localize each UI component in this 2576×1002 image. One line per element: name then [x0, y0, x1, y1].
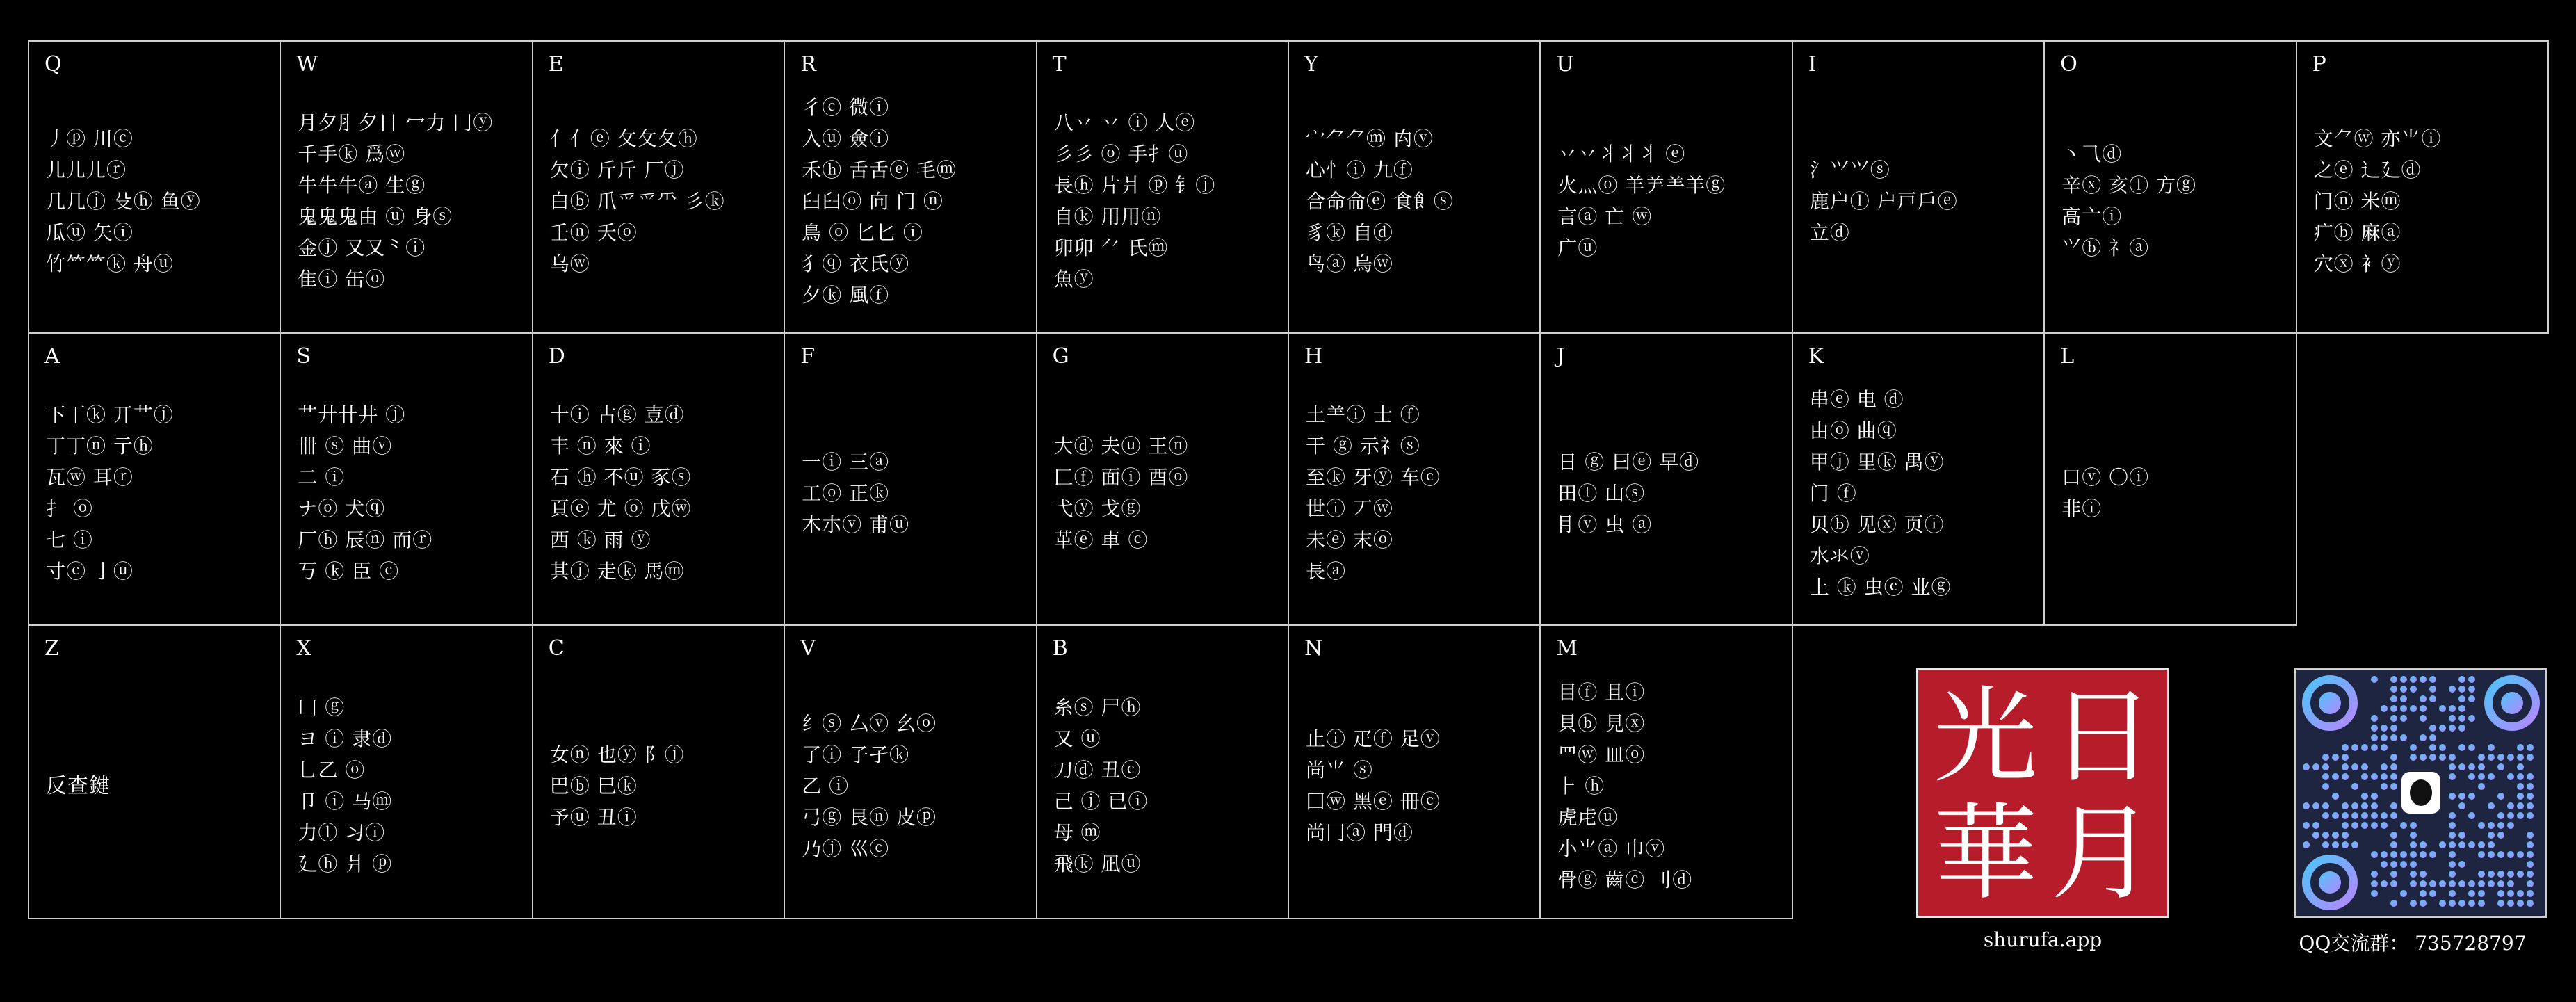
root-line: 串ⓔ 电 ⓓ: [1809, 387, 1904, 411]
root-line: 彡彡 ⓞ 手⺘ⓤ: [1053, 143, 1189, 165]
root-line: 未ⓔ 末ⓞ: [1306, 528, 1393, 551]
root-line: 七 ⓘ: [46, 528, 93, 551]
key-letter: P: [2312, 52, 2326, 76]
root-line: 木朩ⓥ 甫ⓤ: [802, 512, 910, 536]
root-line: 尚冂ⓐ 門ⓓ: [1306, 821, 1413, 844]
root-line: 火灬ⓞ 羊⺶⺷羊ⓖ: [1557, 174, 1726, 197]
key-letter: G: [1052, 344, 1069, 369]
key-cell-u: [1539, 40, 1792, 334]
root-line: 工ⓞ 正ⓚ: [802, 481, 890, 505]
root-line: 大ⓓ 夫ⓤ 王ⓝ: [1053, 435, 1189, 458]
root-line: 尚⺌ ⓢ: [1306, 759, 1373, 782]
root-line: 石 ⓗ 不ⓤ 豕ⓢ: [549, 466, 692, 489]
root-line: 糸ⓢ 尸ⓗ: [1053, 696, 1142, 719]
root-list: [1306, 626, 1532, 918]
qr-code-image: [2296, 670, 2545, 916]
root-line: 卌 ⓢ 曲ⓥ: [298, 435, 393, 458]
key-letter: J: [1556, 344, 1565, 369]
root-line: 乃ⓙ 巛ⓒ: [802, 837, 890, 860]
key-letter: Z: [44, 636, 59, 661]
root-line: 予ⓤ 丑ⓘ: [549, 805, 638, 829]
root-list: [1054, 42, 1281, 332]
qr-code: [2294, 668, 2547, 918]
app-logo: [1916, 668, 2169, 918]
root-line: 臼臼ⓞ 向 门 ⓝ: [802, 189, 943, 213]
root-line: 又 ⓤ: [1053, 727, 1101, 750]
key-letter: Q: [44, 52, 62, 76]
root-list: [1557, 626, 1784, 918]
root-line: 丂 ⓚ 臣 ⓒ: [298, 560, 400, 583]
root-line: 小⺌ⓐ 巾ⓥ: [1557, 837, 1666, 860]
root-line: 弓ⓖ 艮ⓝ 皮ⓟ: [802, 805, 937, 829]
key-letter: D: [548, 344, 565, 369]
root-line: 白ⓑ 爪爫爫⺥ 彡ⓚ: [549, 189, 725, 213]
root-line: 丁丁ⓝ 亍ⓗ: [46, 435, 154, 458]
root-line: 厂ⓗ 辰ⓝ 而ⓡ: [298, 528, 433, 551]
key-letter: O: [2060, 52, 2077, 76]
root-line: 丰 ⓝ 來 ⓘ: [549, 435, 651, 458]
logo-char: 華: [1934, 793, 2039, 914]
root-list: [1557, 42, 1784, 332]
root-line: 丿ⓟ 川ⓒ: [46, 127, 133, 150]
key-cell-q: [28, 40, 281, 334]
root-line: 亻亻ⓔ 攵攵夂ⓗ: [549, 127, 698, 150]
key-cell-a: [28, 332, 281, 626]
logo-char: 日: [2050, 677, 2155, 798]
root-line: 鳥 ⓞ 匕匕 ⓘ: [802, 220, 923, 244]
key-letter: S: [296, 344, 311, 369]
key-cell-x: [280, 624, 533, 919]
root-line: 金ⓙ 又又⺀ⓘ: [298, 236, 426, 259]
root-line: 豸ⓚ 自ⓓ: [1306, 220, 1393, 244]
root-line: 土⺷ⓘ 士 ⓕ: [1306, 403, 1420, 426]
key-cell-v: [784, 624, 1037, 919]
root-line: 囗ⓦ 黑ⓔ 冊ⓒ: [1306, 790, 1441, 813]
key-cell-n: [1288, 624, 1541, 919]
root-line: 西 ⓚ 雨 ⓨ: [549, 528, 651, 551]
root-line: 丷丷丬丬丬 ⓔ: [1557, 143, 1686, 165]
root-line: 文⺈ⓦ 亦⺌ⓘ: [2313, 127, 2442, 150]
key-cell-e: [532, 40, 785, 334]
root-line: 止ⓘ 疋ⓕ 足ⓥ: [1306, 727, 1441, 750]
root-line: 氵⺍⺍ⓢ: [1809, 158, 1890, 181]
root-line: 欠ⓘ 斤斤 厂ⓙ: [549, 158, 685, 181]
root-line: 高亠ⓘ: [2061, 205, 2123, 228]
root-line: 十ⓘ 古ⓖ 壴ⓓ: [549, 403, 685, 426]
root-line: 魚ⓨ: [1053, 268, 1094, 291]
root-line: 目ⓕ 且ⓘ: [1557, 680, 1646, 704]
key-letter: V: [800, 636, 816, 661]
root-line: 千手ⓚ 爲ⓦ: [298, 143, 406, 165]
root-line: 巴ⓑ 巳ⓚ: [549, 774, 638, 798]
key-letter: T: [1052, 52, 1067, 76]
key-letter: N: [1304, 636, 1323, 661]
root-list: [1810, 42, 2036, 332]
root-line: 隹ⓘ 缶ⓞ: [298, 268, 386, 291]
root-line: 瓦ⓦ 耳ⓡ: [46, 466, 133, 489]
key-cell-i: [1792, 40, 2045, 334]
root-line: 乙 ⓘ: [802, 774, 850, 798]
root-line: 广ⓤ: [1557, 236, 1598, 259]
root-list: [1557, 334, 1784, 624]
root-line: 儿儿儿ⓡ: [46, 158, 127, 181]
root-list: [1054, 334, 1281, 624]
root-line: 寸ⓒ 亅ⓤ: [46, 560, 133, 583]
root-list: [298, 626, 524, 918]
key-letter: U: [1556, 52, 1574, 76]
root-line: 一ⓘ 三ⓐ: [802, 450, 890, 474]
root-line: 禾ⓗ 舌舌ⓔ 毛ⓜ: [802, 158, 957, 181]
root-line: 至ⓚ 牙ⓨ 车ⓒ: [1306, 466, 1441, 489]
root-line: 了ⓘ 子孑ⓚ: [802, 743, 910, 766]
key-letter: Y: [1304, 52, 1318, 76]
root-line: 己 ⓙ 已ⓘ: [1053, 790, 1149, 813]
root-list: [298, 42, 524, 332]
key-letter: R: [800, 52, 816, 76]
root-line: 干 ⓖ 示礻ⓢ: [1306, 435, 1420, 458]
key-cell-l: [2043, 332, 2296, 626]
key-letter: E: [548, 52, 564, 76]
root-line: 竹⺮⺮ⓚ 舟ⓤ: [46, 252, 174, 275]
root-line: 瓜ⓤ 矢ⓘ: [46, 220, 133, 244]
root-line: 卯卯 ⺈ 氏ⓜ: [1053, 236, 1169, 259]
key-cell-p: [2296, 40, 2549, 334]
root-line: 牛牛牛ⓐ 生ⓖ: [298, 174, 426, 197]
key-letter: H: [1304, 344, 1323, 369]
root-list: [2061, 334, 2288, 624]
root-line: 下丅ⓚ 丌⺾ⓙ: [46, 403, 174, 426]
root-list: [46, 626, 273, 918]
key-cell-h: [1288, 332, 1541, 626]
root-line: ⺝ⓥ 虫 ⓐ: [1557, 512, 1653, 536]
key-cell-c: [532, 624, 785, 919]
root-list: [2314, 42, 2541, 332]
root-list: [1810, 334, 2036, 624]
root-line: 長ⓗ 片爿 ⓟ 钅ⓙ: [1053, 174, 1216, 197]
root-line: 丶⺄ⓓ: [2061, 143, 2123, 165]
root-line: 贝ⓑ 见ⓧ 页ⓘ: [1809, 512, 1945, 536]
key-cell-t: [1036, 40, 1289, 334]
root-line: 甲ⓙ 里ⓚ 禺ⓨ: [1809, 450, 1945, 474]
root-line: 由ⓞ 曲ⓠ: [1809, 419, 1897, 442]
key-letter: L: [2060, 344, 2075, 369]
root-line: 二 ⓘ: [298, 466, 346, 489]
key-letter: M: [1556, 636, 1578, 661]
root-line: 门 ⓕ: [1809, 481, 1857, 505]
root-line: 宀⺈⺈ⓜ 禸ⓥ: [1306, 127, 1434, 150]
key-letter: W: [296, 52, 318, 76]
root-line: 罒ⓦ 皿ⓞ: [1557, 743, 1646, 766]
key-cell-k: [1792, 332, 2045, 626]
root-list: [2061, 42, 2288, 332]
root-line: 自ⓚ 用用ⓝ: [1053, 205, 1162, 228]
root-line: 疒ⓑ 麻ⓐ: [2313, 220, 2401, 244]
root-line: 卩 ⓘ 马ⓜ: [298, 790, 393, 813]
root-line: 扌 ⓞ: [46, 497, 93, 520]
root-line: 门ⓝ 米ⓜ: [2313, 189, 2401, 213]
root-list: [802, 42, 1028, 332]
key-cell-z: [28, 624, 281, 919]
root-line: 壬ⓝ 夭ⓞ: [549, 220, 638, 244]
root-line: 纟ⓢ 厶ⓥ 幺ⓞ: [802, 711, 937, 735]
root-line: 力ⓛ 习ⓘ: [298, 821, 386, 844]
key-cell-g: [1036, 332, 1289, 626]
root-line: 艹廾卄井 ⓙ: [298, 403, 406, 426]
root-line: 鹿户ⓛ 户戸戶ⓔ: [1809, 189, 1958, 213]
root-line: 八丷 丷 ⓘ 人ⓔ: [1053, 111, 1196, 134]
root-line: 乚乙 ⓞ: [298, 759, 366, 782]
root-list: [550, 626, 777, 918]
root-line: 入ⓤ 僉ⓘ: [802, 127, 890, 150]
root-line: 口ⓥ 〇ⓘ: [2061, 466, 2150, 489]
root-line: 母 ⓜ: [1053, 821, 1101, 844]
logo-char: 光: [1934, 677, 2039, 798]
root-line: 鸟ⓐ 烏ⓦ: [1306, 252, 1393, 275]
root-line: 凵 ⓖ: [298, 696, 346, 719]
key-cell-w: [280, 40, 533, 334]
root-line: 骨ⓖ 齒ⓒ 刂ⓓ: [1557, 868, 1693, 891]
root-line: 几几ⓙ 殳ⓗ 鱼ⓨ: [46, 189, 201, 213]
key-letter: I: [1808, 52, 1817, 76]
root-line: 匚ⓕ 面ⓘ 酉ⓞ: [1053, 466, 1189, 489]
keyboard-chart: [28, 40, 2547, 918]
root-line: 反查鍵: [46, 773, 111, 798]
root-line: 彳ⓒ 微ⓘ: [802, 95, 890, 119]
key-cell-d: [532, 332, 785, 626]
root-line: 日 ⓖ 曰ⓔ 早ⓓ: [1557, 450, 1700, 474]
root-line: 廴ⓗ 爿 ⓟ: [298, 852, 393, 875]
root-line: 頁ⓔ 尤 ⓞ 戊ⓦ: [549, 497, 692, 520]
key-letter: X: [296, 636, 311, 661]
root-line: 立ⓓ: [1809, 220, 1850, 244]
key-cell-f: [784, 332, 1037, 626]
key-letter: K: [1808, 344, 1824, 369]
root-list: [1054, 626, 1281, 918]
root-line: ヨ ⓘ 隶ⓓ: [298, 727, 393, 750]
root-line: 貝ⓑ 見ⓧ: [1557, 711, 1646, 735]
root-line: 言ⓐ 亡 ⓦ: [1557, 205, 1653, 228]
root-line: 非ⓘ: [2061, 497, 2103, 520]
root-list: [550, 334, 777, 624]
key-letter: B: [1052, 636, 1068, 661]
root-line: 女ⓝ 也ⓨ 阝ⓙ: [549, 743, 685, 766]
key-cell-j: [1539, 332, 1792, 626]
root-list: [46, 334, 273, 624]
key-cell-b: [1036, 624, 1289, 919]
root-line: 弋ⓨ 戈ⓖ: [1053, 497, 1142, 520]
root-line: 世ⓘ 丆ⓦ: [1306, 497, 1393, 520]
root-line: 辛ⓧ 亥ⓛ 方ⓖ: [2061, 174, 2196, 197]
root-line: 月夕⺼夕日 冖力 冂ⓨ: [298, 111, 494, 134]
root-line: 水氺ⓥ: [1809, 544, 1870, 567]
root-line: 穴ⓧ 衤ⓨ: [2313, 252, 2401, 275]
root-line: 合命侖ⓔ 食飠ⓢ: [1306, 189, 1454, 213]
logo-char: 月: [2050, 793, 2155, 914]
root-line: 上 ⓚ 虫ⓒ 业ⓖ: [1809, 575, 1952, 599]
key-letter: C: [548, 636, 565, 661]
root-line: ⺍ⓑ 礻ⓐ: [2061, 236, 2150, 259]
root-line: 刀ⓓ 丑ⓒ: [1053, 759, 1142, 782]
root-line: 犭ⓠ 衣氏ⓨ: [802, 252, 910, 275]
root-line: 長ⓐ: [1306, 560, 1347, 583]
key-letter: F: [800, 344, 816, 369]
root-line: 心忄ⓘ 九ⓕ: [1306, 158, 1413, 181]
root-line: 虎虍ⓤ: [1557, 805, 1619, 829]
root-line: 之ⓔ 辶廴ⓓ: [2313, 158, 2422, 181]
root-list: [46, 42, 273, 332]
root-line: 夕ⓚ 風ⓕ: [802, 283, 890, 307]
root-line: ⺊ ⓗ: [1557, 774, 1605, 798]
key-cell-y: [1288, 40, 1541, 334]
qq-group: QQ交流群： 735728797: [2299, 932, 2527, 955]
key-cell-m: [1539, 624, 1792, 919]
root-line: 鬼鬼鬼由 ⓤ 身ⓢ: [298, 205, 453, 228]
root-line: 其ⓙ 走ⓚ 馬ⓜ: [549, 560, 685, 583]
root-list: [802, 334, 1028, 624]
root-list: [1306, 42, 1532, 332]
key-letter: A: [44, 344, 60, 369]
root-line: ナⓞ 犬ⓠ: [298, 497, 386, 520]
root-line: 飛ⓚ 凪ⓤ: [1053, 852, 1142, 875]
key-cell-r: [784, 40, 1037, 334]
root-list: [550, 42, 777, 332]
root-list: [802, 626, 1028, 918]
site-url: shurufa.app: [1983, 928, 2103, 951]
root-list: [298, 334, 524, 624]
key-cell-o: [2043, 40, 2296, 334]
root-line: 乌ⓦ: [549, 252, 590, 275]
root-line: 革ⓔ 車 ⓒ: [1053, 528, 1149, 551]
root-line: 田ⓣ 山ⓢ: [1557, 481, 1646, 505]
key-cell-s: [280, 332, 533, 626]
root-list: [1306, 334, 1532, 624]
